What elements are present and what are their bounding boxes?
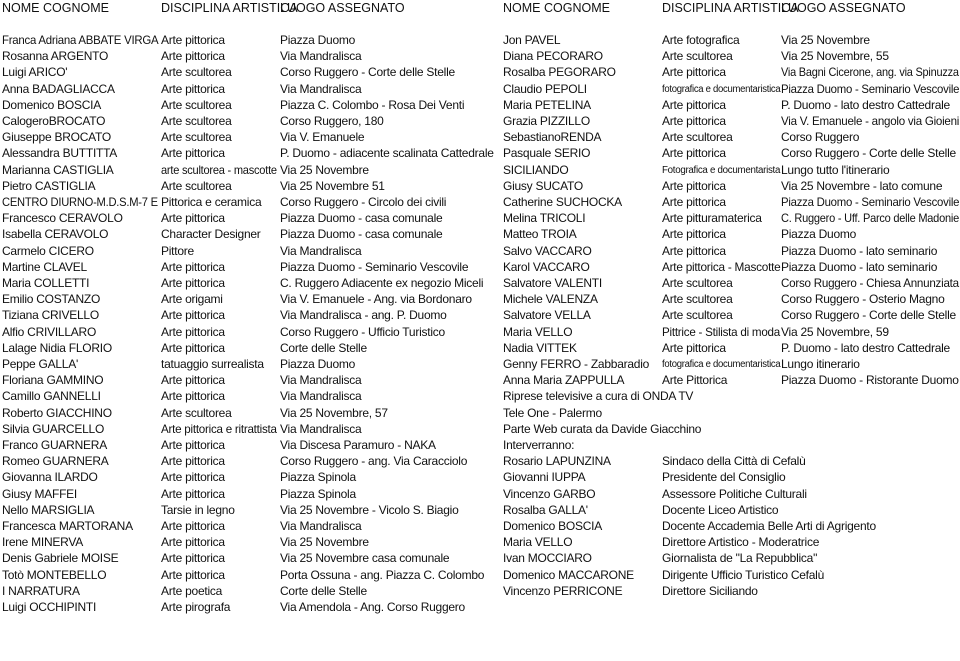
artist-discipline: Arte pittorica [161,324,225,339]
assigned-location: Corte delle Stelle [280,340,367,355]
assigned-location: Porta Ossuna - ang. Piazza C. Colombo [280,567,485,582]
artist-discipline: Arte fotografica [662,33,740,47]
assigned-location: Via 25 Novembre [280,535,369,550]
table-row [0,260,960,276]
assigned-location: Via Mandralisca [280,243,362,258]
table-row [0,551,960,567]
assigned-location: Via 25 Novembre, 55 [781,49,889,64]
table-row [0,341,960,357]
artist-discipline: Arte scultorea [161,65,232,80]
assigned-location: Corte delle Stelle [280,583,367,598]
artist-name: Giovanna ILARDO [2,470,98,485]
speaker-role: Direttore Artistico - Moderatrice [662,535,820,550]
assigned-location: Via Mandralisca - ang. P. Duomo [280,308,447,323]
artist-discipline: Arte pittorica [161,308,225,323]
assigned-location: Via Mandralisca [280,373,362,388]
artist-name: Francesca MARTORANA [2,519,133,533]
assigned-location: C. Ruggero Adiacente ex negozio Miceli [280,276,484,290]
artist-discipline: Arte pittorica [662,178,726,193]
header-discipline-right: DISCIPLINA ARTISTICA [662,1,799,15]
table-row [0,211,960,227]
table-row [0,438,960,454]
assigned-location: Via Amendola - Ang. Corso Ruggero [280,600,465,614]
speaker-name: Rosario LAPUNZINA [503,454,611,469]
artist-name: Diana PECORARO [503,49,603,64]
artist-name: Camillo GANNELLI [2,389,101,404]
table-row [0,65,960,81]
artist-discipline: Pittorica e ceramica [161,195,262,209]
assigned-location: Piazza Duomo [280,357,356,371]
assigned-location: Piazza Duomo - Seminario Vescovile [781,195,960,209]
artist-name: Luigi OCCHIPINTI [2,600,97,614]
artist-discipline: Arte poetica [161,583,223,598]
artist-discipline: Arte pittorica [662,243,726,258]
table-row [0,163,960,179]
artist-name: Melina TRICOLI [503,211,586,226]
artist-discipline: Arte pittorica [662,114,726,128]
table-row [0,487,960,503]
assigned-location: Via 25 Novembre [781,33,870,47]
header-location-right: LUOGO ASSEGNATO [781,1,906,15]
assigned-location: Via V. Emanuele - angolo via Gioieni [781,114,960,128]
artist-discipline: Arte pittorica [161,373,225,388]
table-row [0,227,960,243]
table-row [0,146,960,162]
artist-discipline: Arte scultorea [662,130,733,145]
artist-discipline: Arte scultorea [662,49,733,64]
artist-discipline: Arte pitturamaterica [662,211,762,226]
artist-discipline: Arte pittorica [662,146,726,161]
artist-discipline: Arte scultorea [161,178,232,193]
credits-line: Parte Web curata da Davide Giacchino [503,421,702,436]
assigned-location: Via Bagni Cicerone, ang. via Spinuzza [781,65,959,80]
artist-name: Rosalba PEGORARO [503,65,616,80]
artist-name: Giusy SUCATO [503,178,583,193]
table-row [0,82,960,98]
artist-discipline: tatuaggio surrealista [161,357,264,371]
artist-discipline: Arte Pittorica [662,373,728,388]
artist-name: Roberto GIACCHINO [2,405,112,420]
artist-name: Giusy MAFFEI [2,486,78,501]
assigned-location: Via Discesa Paramuro - NAKA [280,438,436,452]
assigned-location: Via Mandralisca [280,49,362,64]
speaker-role: Presidente del Consiglio [662,470,786,485]
artist-discipline: Arte pittorica [161,81,225,96]
artist-name: Alessandra BUTTITTA [2,146,118,161]
table-row [0,179,960,195]
assigned-location: Corso Ruggero - Osterio Magno [781,292,945,307]
artist-discipline: fotografica e documentaristica [662,83,781,95]
table-row [0,568,960,584]
artist-name: Maria COLLETTI [2,276,90,290]
artist-name: Martine CLAVEL [2,259,87,274]
artist-discipline: Arte pittorica [161,389,225,404]
assigned-location: Piazza Duomo - casa comunale [280,227,443,242]
assigned-location: Via Mandralisca [280,421,362,436]
assigned-location: Via V. Emanuele - Ang. via Bordonaro [280,292,472,307]
artist-name: Nadia VITTEK [503,340,577,355]
table-row [0,373,960,389]
artist-name: Marianna CASTIGLIA [2,162,114,177]
assigned-location: Corso Ruggero - Circolo dei civili [280,195,447,209]
artist-discipline: Arte pittorica [161,146,225,161]
table-row [0,130,960,146]
artist-discipline: Arte pittorica [161,438,225,452]
speaker-name: Vincenzo PERRICONE [503,583,623,598]
artist-name: Isabella CERAVOLO [2,227,109,242]
assigned-location: Piazza Duomo - lato seminario [781,243,938,258]
assigned-location: Piazza Duomo - Seminario Vescovile [781,81,960,96]
assigned-location: Piazza Duomo - casa comunale [280,211,443,226]
artist-name: Matteo TROIA [503,227,577,242]
table-row [0,325,960,341]
assigned-location: Via Mandralisca [280,389,362,404]
artist-name: I NARRATURA [2,583,80,598]
artist-name: Pietro CASTIGLIA [2,178,96,193]
table-row [0,406,960,422]
speaker-name: Maria VELLO [503,535,573,550]
artist-name: Pasquale SERIO [503,146,591,161]
artist-name: Michele VALENZA [503,292,598,307]
assigned-location: Corso Ruggero [781,130,860,145]
header-discipline-left: DISCIPLINA ARTISTICA [161,1,298,15]
table-row [0,308,960,324]
speaker-role: Assessore Politiche Culturali [662,486,807,501]
artist-discipline: Arte pittorica [161,276,225,290]
artist-discipline: Arte scultorea [161,97,232,112]
assigned-location: Piazza Duomo - Seminario Vescovile [280,259,469,274]
assigned-location: Piazza Duomo [781,227,857,242]
artist-name: Giuseppe BROCATO [2,130,111,145]
artist-discipline: Arte pittorica [161,519,225,533]
artist-name: Carmelo CICERO [2,243,94,258]
artist-name: Peppe GALLA' [2,357,79,371]
assigned-location: Via 25 Novembre - lato comune [781,178,943,193]
artist-name: Denis Gabriele MOISE [2,551,119,566]
header-name-right: NOME COGNOME [503,1,610,15]
artist-discipline: Arte scultorea [662,292,733,307]
header-location-left: LUOGO ASSEGNATO [280,1,405,15]
artist-discipline: Arte pittorica [161,470,225,485]
assigned-location: Via Mandralisca [280,519,362,533]
assigned-location: Via 25 Novembre - Vicolo S. Biagio [280,502,459,517]
artist-name: Alfio CRIVILLARO [2,324,97,339]
artist-discipline: Arte pittorica [161,259,225,274]
artist-discipline: Arte scultorea [161,130,232,145]
artist-discipline: Arte pittorica e ritrattista [161,421,277,436]
assigned-location: Piazza Spinola [280,470,356,485]
artist-name: Maria VELLO [503,324,573,339]
speaker-name: Giovanni IUPPA [503,470,586,485]
speaker-role: Sindaco della Città di Cefalù [662,454,806,469]
table-row [0,98,960,114]
artist-name: Emilio COSTANZO [2,292,101,307]
artist-discipline: Arte pittorica - Mascotte [662,259,781,274]
artist-discipline: Arte scultorea [161,114,232,128]
assigned-location: Corso Ruggero - Corte delle Stelle [781,308,956,323]
artist-name: Salvatore VALENTI [503,276,602,290]
artist-name: Totò MONTEBELLO [2,567,107,582]
artist-name: Karol VACCARO [503,259,590,274]
assigned-location: Piazza Duomo - Ristorante Duomo [781,373,959,388]
artist-name: Romeo GUARNERA [2,454,109,469]
artist-name: Floriana GAMMINO [2,373,104,388]
artist-discipline: Arte pittorica [161,340,225,355]
speaker-role: Direttore Siciliando [662,583,758,598]
assigned-location: Lungo tutto l'itinerario [781,162,890,177]
table-row [0,114,960,130]
artist-name: Claudio PEPOLI [503,81,587,96]
assigned-location: Corso Ruggero, 180 [280,114,384,128]
artist-name: Catherine SUCHOCKA [503,195,622,209]
assigned-location: Corso Ruggero - ang. Via Caracciolo [280,454,468,469]
artist-name: Grazia PIZZILLO [503,114,590,128]
artist-discipline: Arte pittorica [662,340,726,355]
assigned-location: Piazza Duomo - lato seminario [781,259,938,274]
table-row [0,357,960,373]
credits-line: Riprese televisive a cura di ONDA TV [503,389,694,404]
assigned-location: P. Duomo - lato destro Cattedrale [781,97,950,112]
assigned-location: Piazza C. Colombo - Rosa Dei Venti [280,97,465,112]
artist-discipline: Pittore [161,243,194,258]
table-row [0,276,960,292]
assigned-location: Via Mandralisca [280,81,362,96]
artist-discipline: Arte pittorica [161,567,225,582]
artist-name: Silvia GUARCELLO [2,421,105,436]
artist-name: Domenico BOSCIA [2,97,101,112]
table-row [0,292,960,308]
speaker-role: Giornalista de "La Repubblica" [662,551,818,566]
artist-discipline: Arte scultorea [662,308,733,323]
artist-discipline: fotografica e documentaristica [662,359,781,370]
artist-name: Anna BADAGLIACCA [2,81,115,96]
table-row [0,503,960,519]
table-row [0,519,960,535]
artist-name: Lalage Nidia FLORIO [2,340,112,355]
artist-discipline: Arte scultorea [662,276,733,290]
assigned-location: P. Duomo - adiacente scalinata Cattedrale [280,146,494,161]
assigned-location: Lungo itinerario [781,357,860,371]
table-row [0,422,960,438]
assigned-location: Corso Ruggero - Ufficio Turistico [280,324,445,339]
artist-name: CENTRO DIURNO-M.D.S.M-7 E [2,195,158,209]
speaker-role: Docente Accademia Belle Arti di Agrigento [662,519,876,533]
artist-name: Rosanna ARGENTO [2,49,109,64]
assigned-location: Via 25 Novembre casa comunale [280,551,450,566]
table-row [0,195,960,211]
assigned-location: Corso Ruggero - Corte delle Stelle [280,65,455,80]
artist-name: Francesco CERAVOLO [2,211,123,226]
artist-discipline: Arte pittorica [161,49,225,64]
artist-name: Nello MARSIGLIA [2,502,95,517]
artist-discipline: Arte pittorica [161,211,225,226]
table-row [0,535,960,551]
speaker-name: Domenico MACCARONE [503,567,634,582]
assigned-location: Corso Ruggero - Chiesa Annunziata [781,276,959,290]
assigned-location: Corso Ruggero - Corte delle Stelle [781,146,956,161]
artist-name: Salvo VACCARO [503,243,592,258]
artist-discipline: Arte pittorica [662,195,726,209]
artist-discipline: Arte pittorica [161,535,225,550]
artist-discipline: Arte origami [161,292,223,307]
artist-name: Irene MINERVA [2,535,84,550]
artist-name: Luigi ARICO' [2,65,68,80]
speaker-role: Docente Liceo Artistico [662,502,779,517]
credits-line: Tele One - Palermo [503,405,602,420]
assigned-location: Via 25 Novembre, 57 [280,405,388,420]
table-row [0,470,960,486]
artist-discipline: Arte pittorica [161,486,225,501]
table-row [0,49,960,65]
artist-name: Maria PETELINA [503,97,591,112]
table-row [0,454,960,470]
artist-discipline: Character Designer [161,227,261,242]
speaker-role: Dirigente Ufficio Turistico Cefalù [662,567,825,582]
artist-name: SebastianoRENDA [503,130,602,145]
artist-discipline: Arte pittorica [662,65,726,80]
artist-discipline: Arte pittorica [161,551,225,566]
artist-discipline: Arte pittorica [662,97,726,112]
artist-discipline: Pittrice - Stilista di moda [662,324,780,339]
artist-discipline: Fotografica e documentarista [662,164,781,176]
artist-name: Anna Maria ZAPPULLA [503,373,625,388]
assigned-location: Piazza Duomo [280,33,356,47]
table-row [0,584,960,600]
table-row [0,33,960,49]
artist-discipline: Arte scultorea [161,405,232,420]
table-row [0,389,960,405]
speaker-name: Vincenzo GARBO [503,486,596,501]
artist-discipline: Arte pirografa [161,600,231,614]
artist-discipline: Arte pittorica [662,227,726,242]
speaker-name: Ivan MOCCIARO [503,551,592,566]
artist-name: Tiziana CRIVELLO [2,308,99,323]
artist-name: Franca Adriana ABBATE VIRGA [2,33,159,47]
artist-discipline: arte scultorea - mascotte [161,162,277,177]
assigned-location: Via 25 Novembre 51 [280,178,385,193]
speaker-name: Domenico BOSCIA [503,519,602,533]
assigned-location: Via 25 Novembre, 59 [781,324,889,339]
artist-name: Salvatore VELLA [503,308,591,323]
header-name-left: NOME COGNOME [2,1,109,15]
artist-discipline: Arte pittorica [161,33,225,47]
artist-discipline: Tarsie in legno [161,502,235,517]
assigned-location: Via V. Emanuele [280,130,365,145]
assigned-location: Piazza Spinola [280,486,356,501]
table-row [0,244,960,260]
assigned-location: C. Ruggero - Uff. Parco delle Madonie [781,211,959,226]
artist-name: Franco GUARNERA [2,438,107,452]
speaker-name: Rosalba GALLA' [503,502,588,517]
artist-name: SICILIANDO [503,162,569,177]
artist-name: CalogeroBROCATO [2,114,106,128]
assigned-location: Via 25 Novembre [280,162,369,177]
credits-line: Interverranno: [503,438,575,452]
assigned-location: P. Duomo - lato destro Cattedrale [781,340,950,355]
table-row [0,600,960,616]
artist-discipline: Arte pittorica [161,454,225,469]
artist-name: Jon PAVEL [503,33,561,47]
artist-name: Genny FERRO - Zabbaradio [503,357,650,371]
